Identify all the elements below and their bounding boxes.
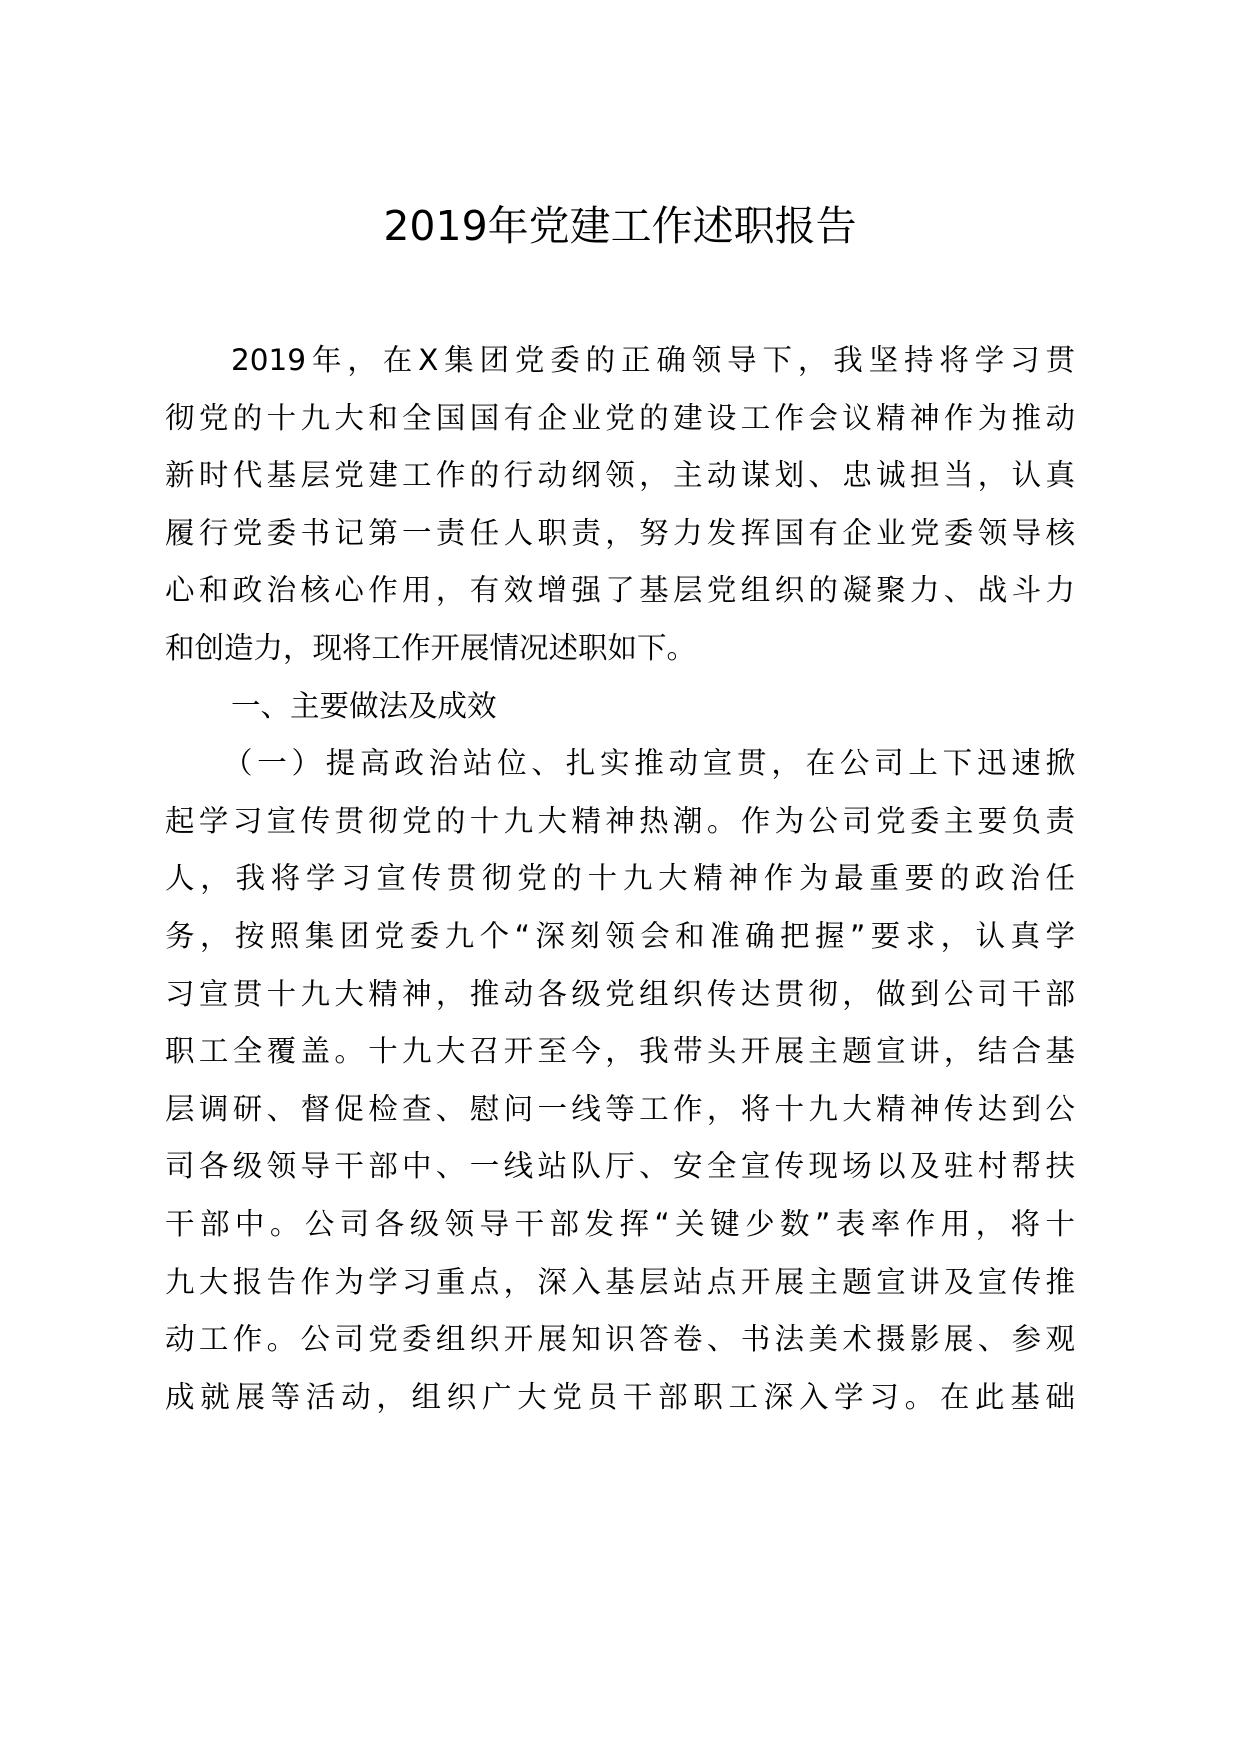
paragraph-line: 心和政治核心作用，有效增强了基层党组织的凝聚力、战斗力 [165,573,1075,608]
paragraph-line: 司各级领导干部中、一线站队厅、安全宣传现场以及驻村帮扶 [165,1149,1075,1184]
section-heading-text: 一、主要做法及成效 [231,688,497,723]
document-title: 2019年党建工作述职报告 [383,202,857,250]
paragraph-line: 彻党的十九大和全国国有企业党的建设工作会议精神作为推动 [165,400,1075,435]
paragraph-line: 务，按照集团党委九个“深刻领会和准确把握”要求，认真学 [165,918,1075,953]
paragraph-line: （一）提高政治站位、扎实推动宣贯，在公司上下迅速掀 [223,746,1075,781]
paragraph-line: 2019年，在X集团党委的正确领导下，我坚持将学习贯 [231,343,1075,377]
intro-paragraph [165,332,1075,678]
section-heading [165,678,1075,736]
paragraph-line: 成就展等活动，组织广大党员干部职工深入学习。在此基础 [165,1379,1075,1414]
paragraph-line: 履行党委书记第一责任人职责，努力发挥国有企业党委领导核 [165,515,1075,550]
paragraph-line: 动工作。公司党委组织开展知识答卷、书法美术摄影展、参观 [165,1322,1075,1357]
paragraph-line: 起学习宣传贯彻党的十九大精神热潮。作为公司党委主要负责 [165,803,1075,838]
subsection-paragraph [165,735,1075,1426]
paragraph-line: 习宣贯十九大精神，推动各级党组织传达贯彻，做到公司干部 [165,976,1075,1011]
paragraph-line: 九大报告作为学习重点，深入基层站点开展主题宣讲及宣传推 [165,1264,1075,1299]
document-body [165,332,1075,1426]
paragraph-line: 职工全覆盖。十九大召开至今，我带头开展主题宣讲，结合基 [165,1034,1075,1069]
paragraph-line: 层调研、督促检查、慰问一线等工作，将十九大精神传达到公 [165,1091,1075,1126]
paragraph-line: 新时代基层党建工作的行动纲领，主动谋划、忠诚担当，认真 [165,458,1075,493]
paragraph-line: 人，我将学习宣传贯彻党的十九大精神作为最重要的政治任 [165,861,1075,896]
paragraph-line: 干部中。公司各级领导干部发挥“关键少数”表率作用，将十 [165,1206,1075,1241]
paragraph-line: 和创造力，现将工作开展情况述职如下。 [165,630,697,665]
